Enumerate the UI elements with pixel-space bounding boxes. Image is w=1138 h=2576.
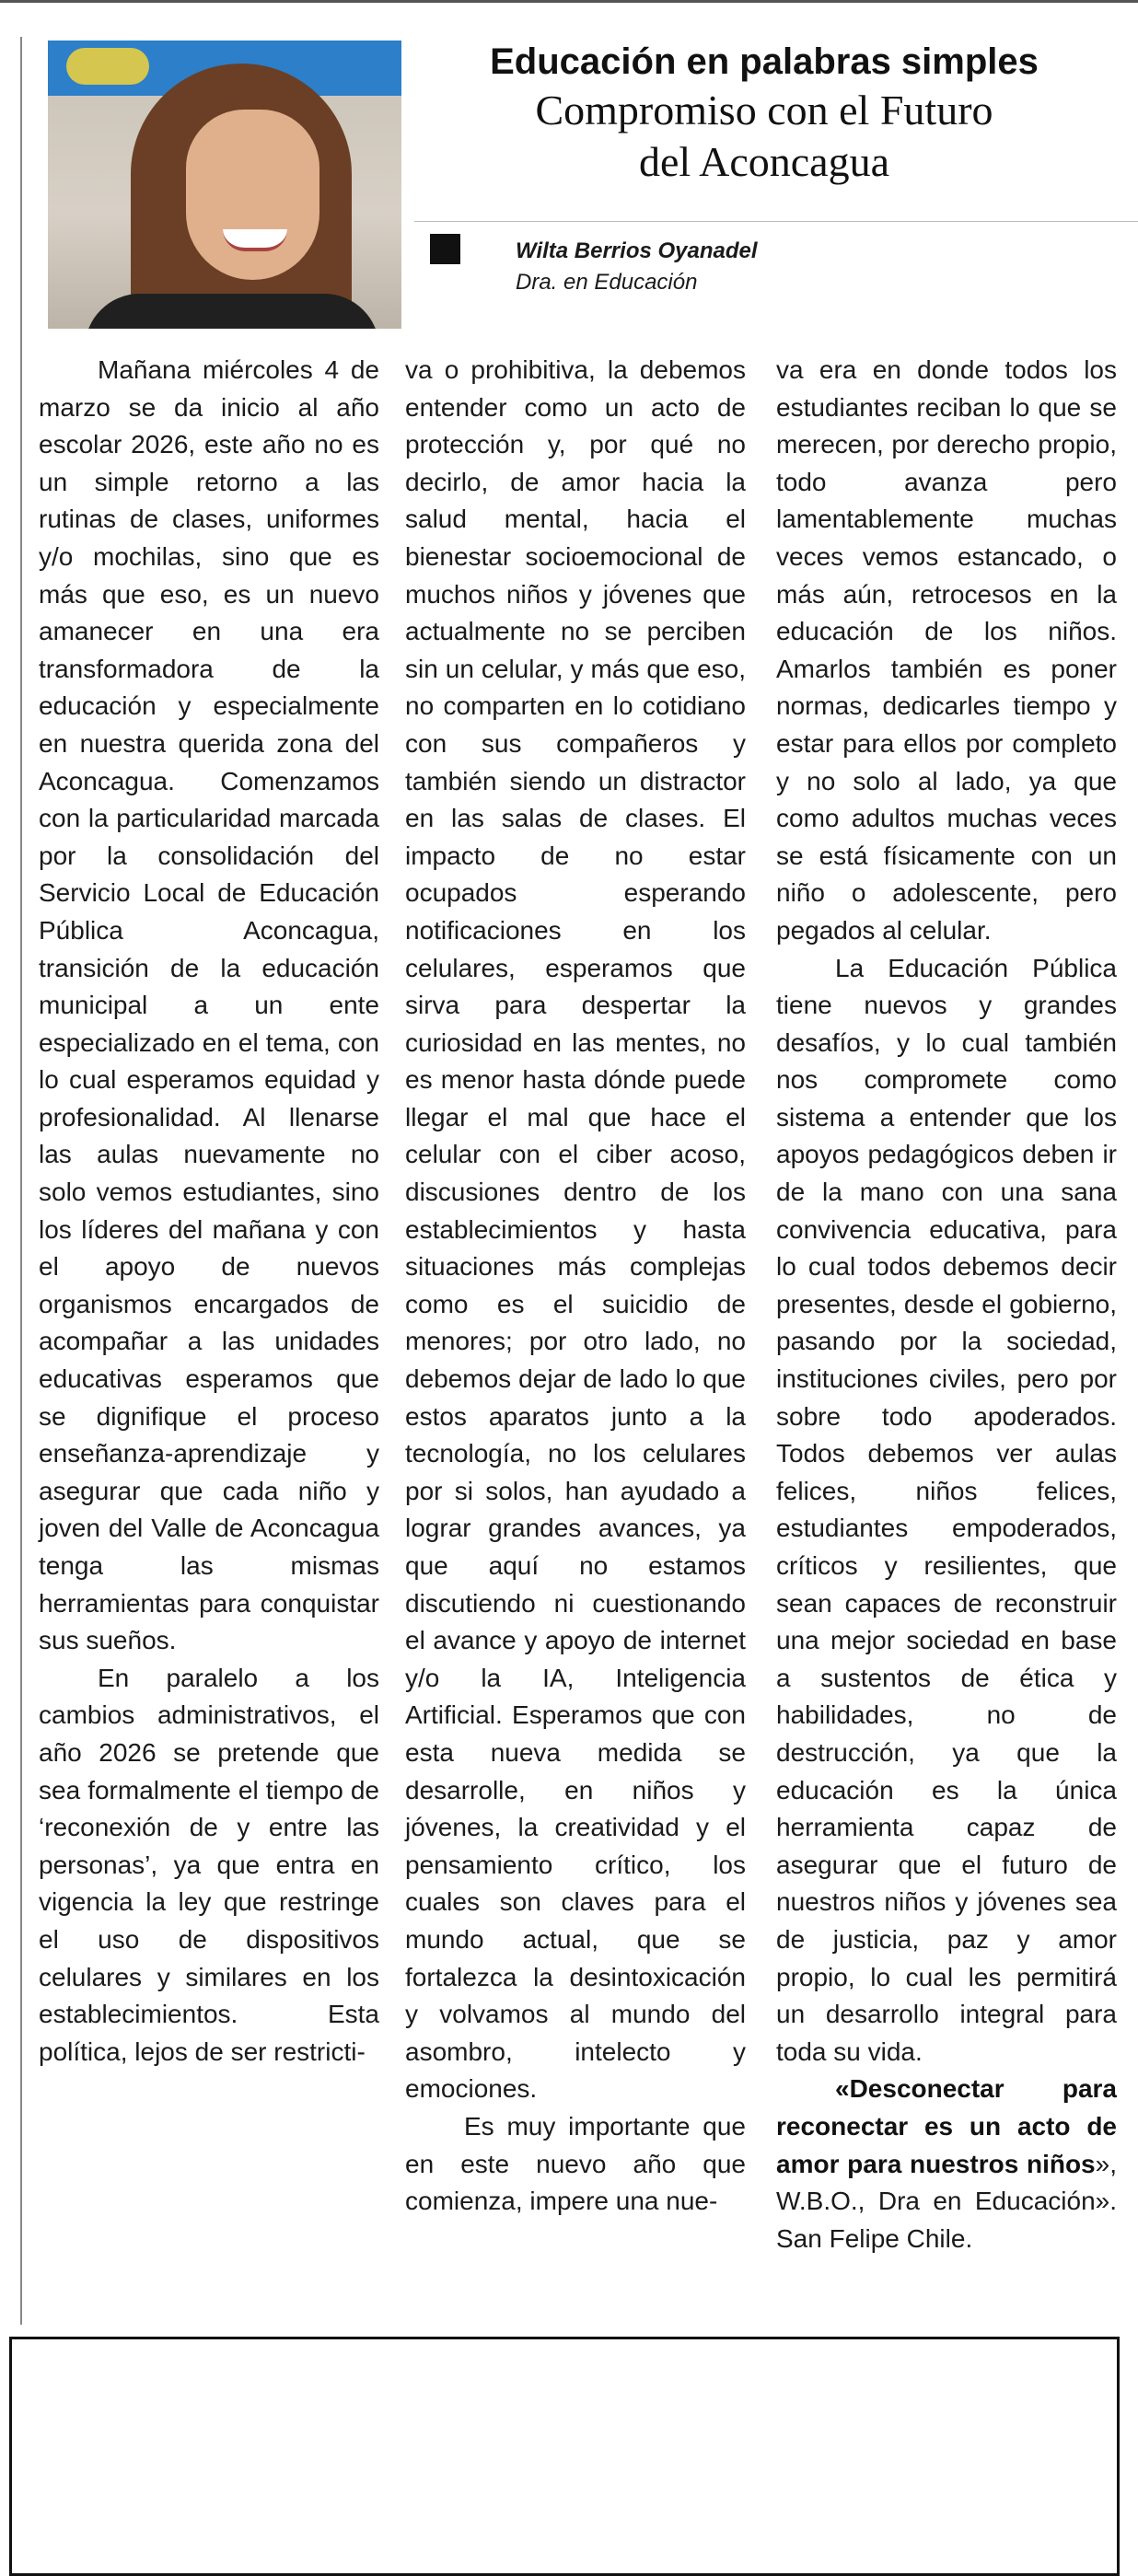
column-kicker: Educación en palabras simples [490, 41, 1039, 82]
byline-rule [414, 221, 1138, 222]
bottom-frame [9, 2337, 1120, 2576]
article-header [414, 39, 1114, 188]
top-rule [0, 0, 1138, 3]
photo-face [186, 110, 319, 280]
paragraph-3-continued: va era en donde todos los estudiantes reciban lo que se merecen, por derecho propio, todo avanza pero lamentablemente muchas veces vemos estancado, o más aún, retrocesos en la educación de los niños. Amarlos también es poner normas, dedicarles tiempo y estar para ellos por completo y no solo al lado, ya que como adultos muchas veces se está físicamente con un niño o adolescente, pero pegados al celular. [776, 355, 1117, 945]
author-degree: Dra. en Educación [516, 270, 698, 295]
byline-square-icon [430, 234, 460, 264]
closing-quote: «Desconectar para reconectar es un acto de amor para nuestros niños [776, 2074, 1117, 2178]
paragraph-2: En paralelo a los cambios administrativos, el año 2026 se pretende que sea formalmente el tiempo de ‘reconexión de y entre las personas’, ya que entra en vigencia la ley que restringe el uso de dispositivos celulares y similares en los establecimientos. Esta política, lejos de ser restricti- [39, 1663, 379, 2066]
text-column-1 [39, 352, 379, 2071]
paragraph-1: Mañana miércoles 4 de marzo se da inicio al año escolar 2026, este año no es un simple retorno a las rutinas de clases, uniformes y/o mochilas, sino que es más que eso, es un nuevo amanecer en una era transformadora de la educación y especialmente en nuestra querida zona del Aconcagua. Comenzamos con la particularidad marcada por la consolidación del Servicio Local de Educación Pública Aconcagua, transición de la educación municipal a un ente especializado en el tema, con lo cual esperamos equidad y profesionalidad. Al llenarse las aulas nuevamente no solo vemos estudiantes, sino los líderes del mañana y con el apoyo de nuevos organismos encargados de acompañar a las unidades educativas esperamos que se dignifique el proceso enseñanza-aprendizaje y asegurar que cada niño y joven del Valle de Aconcagua tenga las mismas herramientas para conquistar sus sueños. [39, 355, 379, 1655]
paragraph-2-continued: va o prohibitiva, la debemos entender como un acto de protección y, por qué no decirlo, de amor hacia la salud mental, hacia el bienestar socioemocional de muchos niños y jóvenes que actualmente no se perciben sin un celular, y más que eso, no comparten en lo cotidiano con sus compañeros y también siendo un distractor en las salas de clases. El impacto de no estar ocupados esperando notificaciones en los celulares, esperamos que sirva para despertar la curiosidad en las mentes, no es menor hasta dónde puede llegar el mal que hace el celular con el ciber acoso, discusiones dentro de los establecimientos y hasta situaciones más complejas como es el suicidio de menores; por otro lado, no debemos dejar de lado lo que estos aparatos junto a la tecnología, no los celulares por si solos, han ayudado a lograr grandes avances, ya que aquí no estamos discutiendo ni cuestionando el avance y apoyo de internet y/o la IA, Inteligencia Artificial. Esperamos que con esta nueva medida se desarrolle, en niños y jóvenes, la creatividad y el pensamiento crítico, los cuales son claves para el mundo actual, que se fortalezca la desintoxicación y volvamos al mundo del asombro, intelecto y emociones. [405, 355, 746, 2104]
article-title-line-2: del Aconcagua [638, 138, 890, 185]
text-column-3 [776, 352, 1117, 2257]
author-photo [48, 41, 401, 329]
author-name: Wilta Berrios Oyanadel [516, 238, 758, 263]
article-title-line-1: Compromiso con el Futuro [535, 87, 993, 133]
signoff: », W.B.O., Dra en Educación». San Felipe Chile. [776, 2149, 1117, 2253]
column-rule [20, 37, 22, 2325]
text-column-2 [405, 352, 746, 2221]
photo-shoulders [85, 294, 379, 329]
closing-paragraph [776, 2071, 1117, 2257]
paragraph-4: La Educación Pública tiene nuevos y grandes desafíos, y lo cual también nos compromete como sistema a entender que los apoyos pedagógicos deben ir de la mano con una sana convivencia educativa, para lo cual todos debemos decir presentes, desde el gobierno, pasando por la sociedad, instituciones civiles, pero por sobre todo apoderados. Todos debemos ver aulas felices, niños felices, estudiantes empoderados, críticos y resilientes, que sean capaces de reconstruir una mejor sociedad en base a sustentos de ética y habilidades, no de destrucción, ya que la educación es la única herramienta capaz de asegurar que el futuro de nuestros niños y jóvenes sea de justicia, paz y amor propio, lo cual les permitirá un desarrollo integral para toda su vida. [776, 953, 1117, 2066]
paragraph-3: Es muy importante que en este nuevo año que comienza, impere una nue- [405, 2111, 746, 2216]
